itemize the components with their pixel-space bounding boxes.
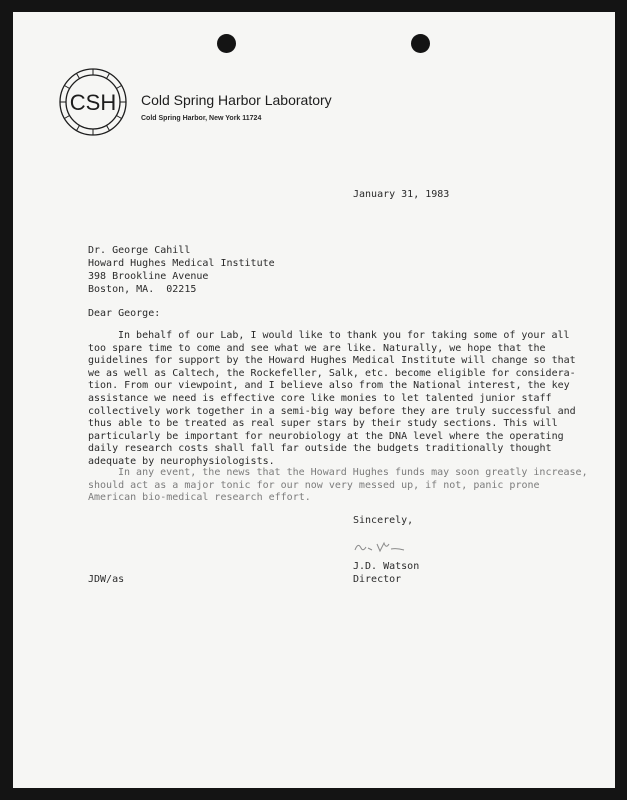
organization-address: Cold Spring Harbor, New York 11724 — [141, 115, 262, 122]
recipient-street: 398 Brookline Avenue — [88, 271, 209, 282]
closing: Sincerely, — [353, 515, 414, 526]
paragraph-line: too spare time to come and see what we are like. Naturally, we hope that the — [88, 342, 546, 354]
paragraph-line: we as well as Caltech, the Rockefeller, Salk, etc. become eligible for considera- — [88, 367, 576, 379]
paragraph-line: collectively work together in a semi-big way before they are truly successful and — [88, 405, 576, 417]
paragraph-line: thus able to be treated as real super stars by their study sections. This will — [88, 418, 558, 430]
paragraph-line: tion. From our viewpoint, and I believe also from the National interest, the key — [88, 380, 570, 392]
logo-text: CSH — [69, 90, 117, 115]
punch-hole — [411, 34, 430, 53]
organization-name: Cold Spring Harbor Laboratory — [141, 92, 332, 108]
paragraph-line: American bio-medical research effort. — [88, 492, 311, 504]
recipient-name: Dr. George Cahill — [88, 245, 191, 256]
paragraph-line: particularly be important for neurobiology at the DNA level where the operating — [88, 430, 564, 442]
salutation: Dear George: — [88, 308, 161, 319]
letter-date: January 31, 1983 — [353, 189, 450, 200]
csh-logo — [53, 62, 133, 142]
signer-title: Director — [353, 574, 402, 585]
paragraph-line: should act as a major tonic for our now very messed up, if not, panic prone — [88, 479, 540, 491]
recipient-city: Boston, MA. 02215 — [88, 284, 197, 295]
signature-mark — [351, 538, 407, 556]
paragraph-line: In behalf of our Lab, I would like to thank you for taking some of your all — [118, 330, 570, 341]
letter-page — [13, 12, 615, 788]
recipient-institution: Howard Hughes Medical Institute — [88, 258, 275, 269]
body-paragraph-2 — [88, 467, 598, 505]
signer-name: J.D. Watson — [353, 561, 420, 572]
body-paragraph-1 — [88, 330, 598, 469]
paragraph-line: guidelines for support by the Howard Hughes Medical Institute will change so that — [88, 355, 576, 367]
punch-hole — [217, 34, 236, 53]
typist-initials: JDW/as — [88, 574, 125, 585]
paragraph-line: assistance we need is effective core like monies to let talented junior staff — [88, 392, 552, 404]
paragraph-line: In any event, the news that the Howard Hughes funds may soon greatly increase, — [118, 467, 588, 478]
paragraph-line: adequate by neurophysiologists. — [88, 455, 275, 467]
paragraph-line: daily research costs shall fall far outside the budgets traditionally thought — [88, 443, 552, 455]
